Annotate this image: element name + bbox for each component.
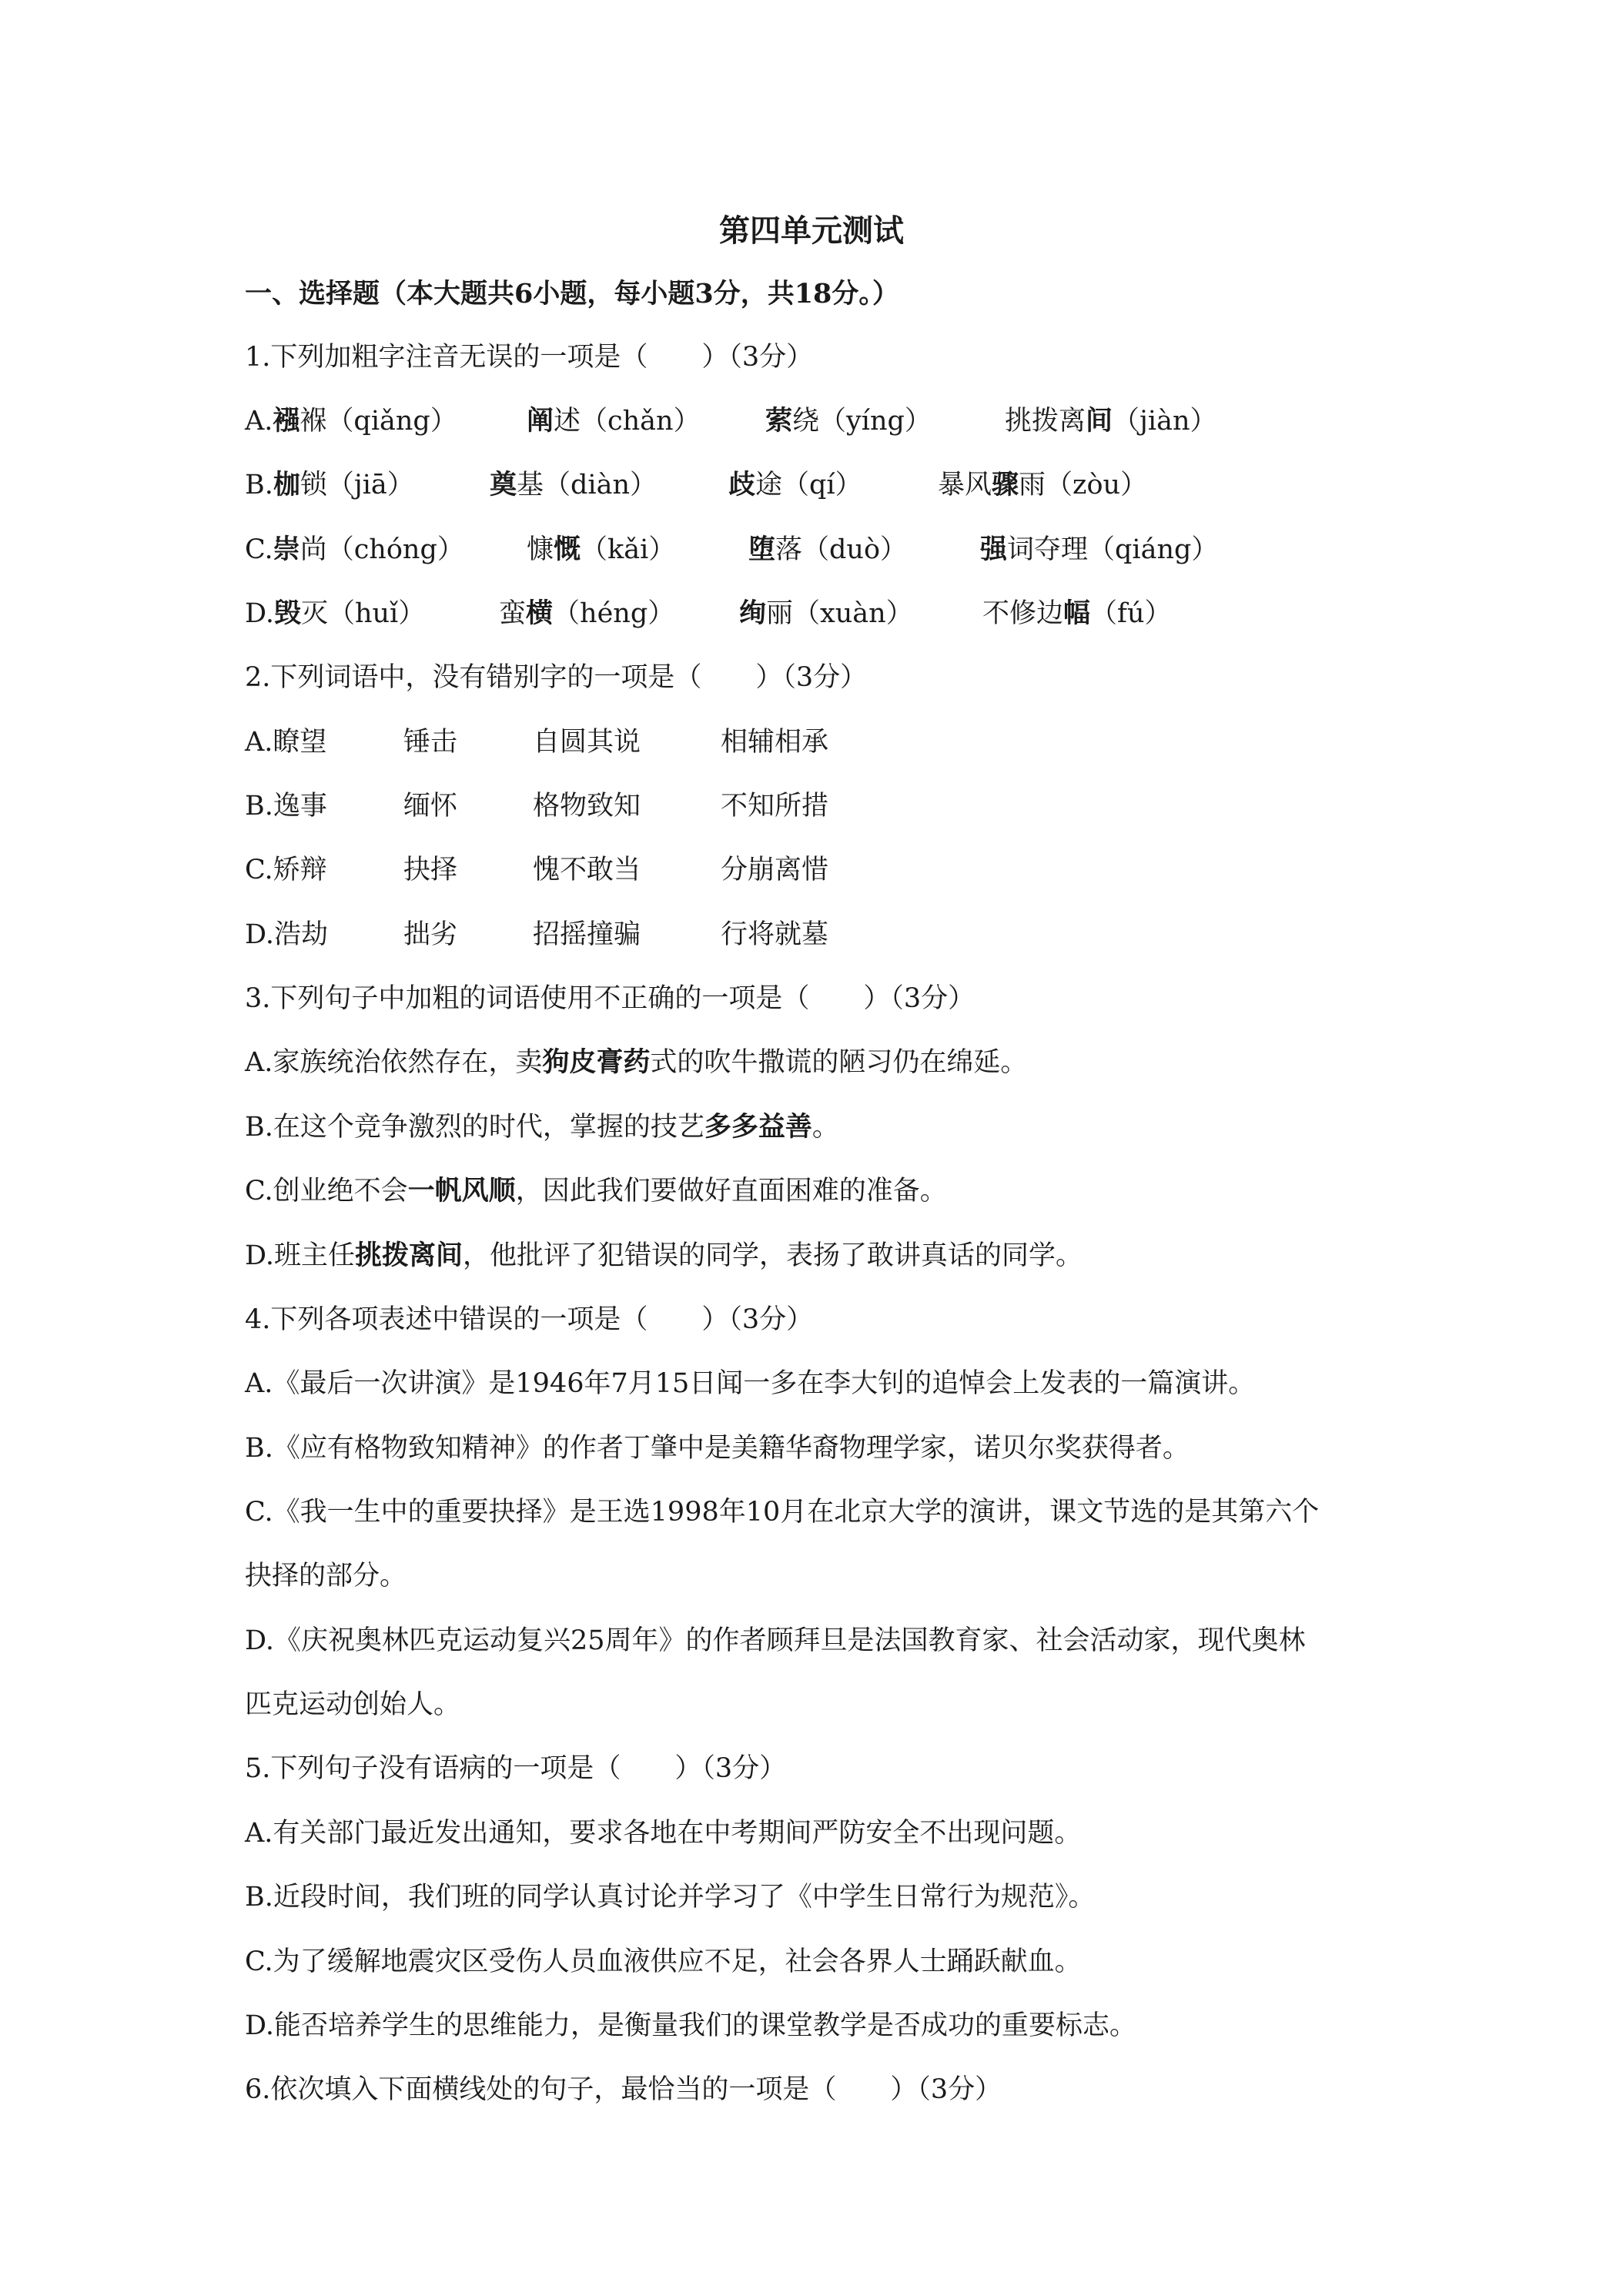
question-3-stem: 3.下列句子中加粗的词语使用不正确的一项是（ ）（3分） (245, 983, 975, 1014)
q4-option-b: B.《应有格物致知精神》的作者丁肇中是美籍华裔物理学家，诺贝尔奖获得者。 (245, 1433, 1190, 1464)
q4-option-c-continued: 抉择的部分。 (245, 1561, 407, 1591)
exam-page: 第四单元测试 一、选择题（本大题共6小题，每小题3分，共18分。） 1.下列加粗字注音无误的一项是（ ）（3分） A.襁褓（qiǎng） 阐述（chǎn） 萦绕（yíng） 挑拨离间（jiàn） B.枷锁（jiā） 奠基（diàn） 歧途（qí） 暴风骤雨（zòu） C.崇尚（chóng） 慷慨（kǎi） 堕落（duò） 强词夺理（qiáng） D.毁灭（huǐ） 蛮横（héng） 绚丽（xuàn） 不修边幅（fú） 2.下列词语中，没有错别字的一项是（ ）（3分） A.瞭望 锤击 自圆其说 相辅相承 B.逸事 缅怀 格物致知 不知所措 C.矫辩 抉择 愧不敢当 分崩离惜 D.浩劫 拙劣 招摇撞骗 行将就墓 3.下列句子中加粗的词语使用不正确的一项是（ ）（3分） A.家族统治依然存在，卖狗皮膏药式的吹牛撒谎的陋习仍在绵延。 B.在这个竞争激烈的时代，掌握的技艺多多益善。 C.创业绝不会一帆风顺，因此我们要做好直面困难的准备。 D.班主任挑拨离间，他批评了犯错误的同学，表扬了敢讲真话的同学。 4.下列各项表述中错误的一项是（ ）（3分） A.《最后一次讲演》是1946年7月15日闻一多在李大钊的追悼会上发表的一篇演讲。 B.《应有格物致知精神》的作者丁肇中是美籍华裔物理学家，诺贝尔奖获得者。 C.《我一生中的重要抉择》是王选1998年10月在北京大学的演讲，课文节选的是其第六个 抉择的部分。 D.《庆祝奥林匹克运动复兴25周年》的作者顾拜旦是法国教育家、社会活动家，现代奥林 匹克运动创始人。 5.下列句子没有语病的一项是（ ）（3分） A.有关部门最近发出通知，要求各地在中考期间严防安全不出现问题。 B.近段时间，我们班的同学认真讨论并学习了《中学生日常行为规范》。 C.为了缓解地震灾区受伤人员血液供应不足，社会各界人士踊跃献血。 D.能否培养学生的思维能力，是衡量我们的课堂教学是否成功的重要标志。 6.依次填入下面横线处的句子，最恰当的一项是（ ）（3分） (0, 0, 1623, 2296)
q5-option-b: B.近段时间，我们班的同学认真讨论并学习了《中学生日常行为规范》。 (245, 1882, 1096, 1913)
section-heading: 一、选择题（本大题共6小题，每小题3分，共18分。） (245, 278, 899, 310)
q3-option-a: A.家族统治依然存在，卖狗皮膏药式的吹牛撒谎的陋习仍在绵延。 (245, 1046, 1028, 1078)
q4-option-d: D.《庆祝奥林匹克运动复兴25周年》的作者顾拜旦是法国教育家、社会活动家，现代奥林 (245, 1625, 1306, 1656)
question-6-stem: 6.依次填入下面横线处的句子，最恰当的一项是（ ）（3分） (245, 2074, 1002, 2105)
q5-option-a: A.有关部门最近发出通知，要求各地在中考期间严防安全不出现问题。 (245, 1818, 1082, 1849)
q3-option-b: B.在这个竞争激烈的时代，掌握的技艺多多益善。 (245, 1111, 839, 1143)
question-5-stem: 5.下列句子没有语病的一项是（ ）（3分） (245, 1753, 787, 1784)
q4-option-c: C.《我一生中的重要抉择》是王选1998年10月在北京大学的演讲，课文节选的是其第六个 (245, 1497, 1320, 1528)
q5-option-c: C.为了缓解地震灾区受伤人员血液供应不足，社会各界人士踊跃献血。 (245, 1946, 1082, 1977)
q3-option-d: D.班主任挑拨离间，他批评了犯错误的同学，表扬了敢讲真话的同学。 (245, 1240, 1083, 1271)
q4-option-a: A.《最后一次讲演》是1946年7月15日闻一多在李大钊的追悼会上发表的一篇演讲。 (245, 1368, 1256, 1399)
question-2-stem: 2.下列词语中，没有错别字的一项是（ ）（3分） (245, 662, 868, 693)
question-1-stem: 1.下列加粗字注音无误的一项是（ ）（3分） (245, 342, 814, 373)
q5-option-d: D.能否培养学生的思维能力，是衡量我们的课堂教学是否成功的重要标志。 (245, 2010, 1136, 2041)
page-title: 第四单元测试 (719, 213, 904, 249)
q4-option-d-continued: 匹克运动创始人。 (245, 1689, 461, 1720)
question-4-stem: 4.下列各项表述中错误的一项是（ ）（3分） (245, 1304, 814, 1335)
q3-option-c: C.创业绝不会一帆风顺，因此我们要做好直面困难的准备。 (245, 1175, 947, 1207)
